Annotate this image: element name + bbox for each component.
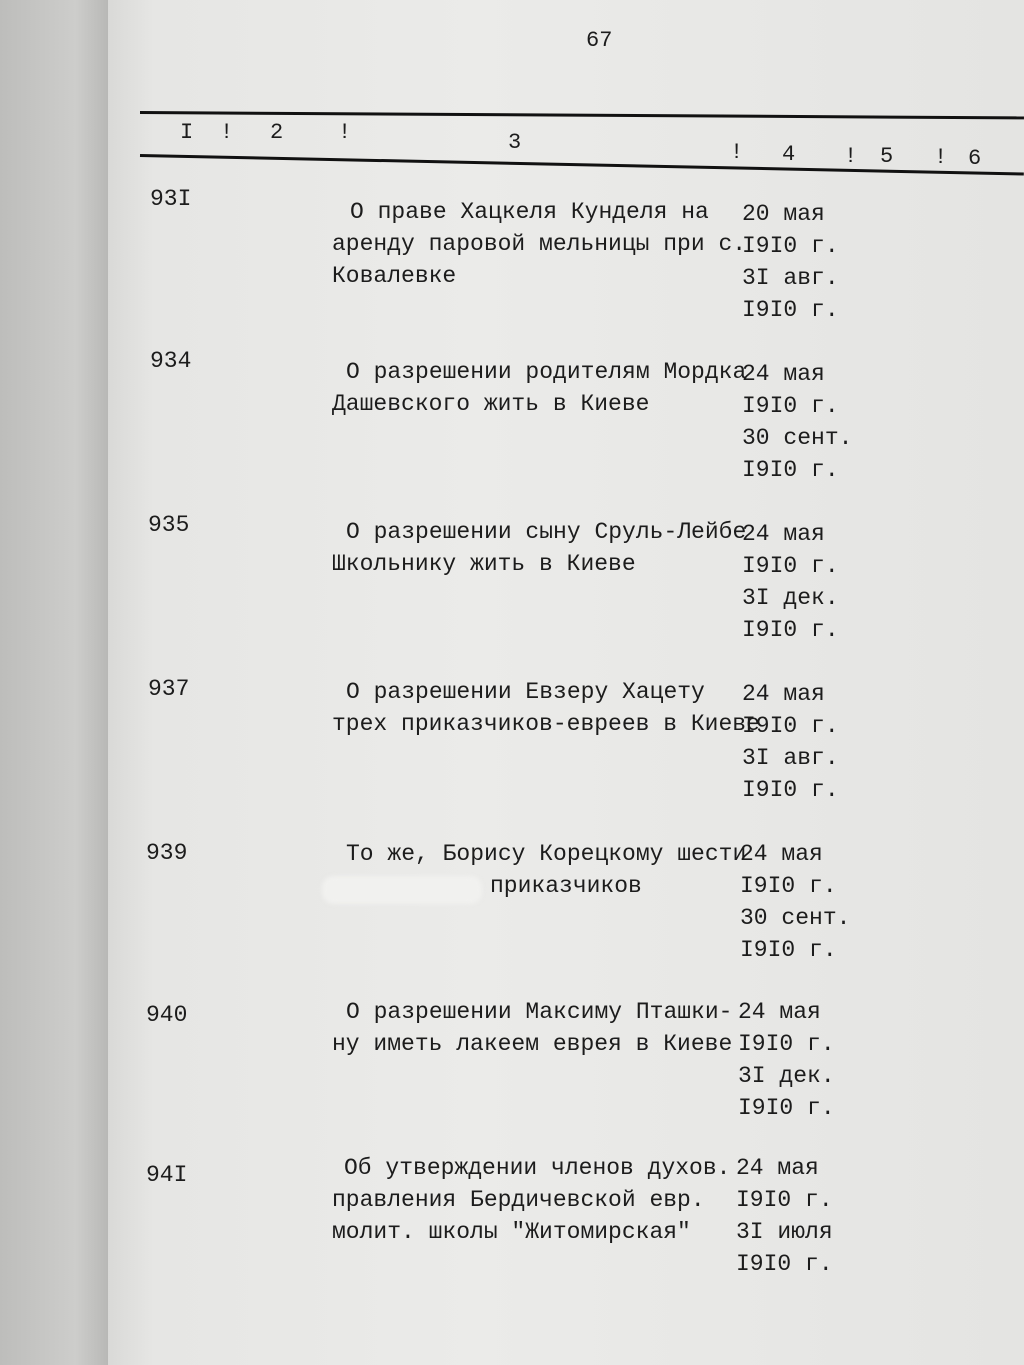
start-date: 24 мая [742,361,825,387]
end-year: I9I0 г. [740,937,837,963]
end-date: 3I июля [736,1219,833,1245]
description-line: То же, Борису Корецкому шести [346,841,747,867]
end-date: 3I дек. [738,1063,835,1089]
description-line: Дашевского жить в Киеве [332,391,650,417]
case-dates [742,198,862,326]
case-dates [742,678,862,806]
end-date: 30 сент. [742,425,853,451]
start-year: I9I0 г. [736,1187,833,1213]
description-line: трех приказчиков-евреев в Киеве [332,711,760,737]
case-number: 93I [150,186,192,212]
description-line: Школьнику жить в Киеве [332,551,636,577]
column-header-3: 3 [508,130,522,155]
end-year: I9I0 г. [736,1251,833,1277]
case-description [332,356,746,420]
description-line: О разрешении Максиму Пташки- [346,999,733,1025]
description-line: аренду паровой мельницы при с. [332,231,747,257]
start-date: 24 мая [738,999,821,1025]
column-header-6: 6 [968,146,982,171]
start-year: I9I0 г. [740,873,837,899]
start-date: 24 мая [742,681,825,707]
case-description [332,1152,730,1248]
case-dates [740,838,860,966]
start-year: I9I0 г. [742,393,839,419]
column-separator: ! [220,120,234,145]
start-year: I9I0 г. [742,553,839,579]
case-number: 939 [146,840,188,866]
start-year: I9I0 г. [738,1031,835,1057]
description-line: молит. школы "Житомирская" [332,1219,691,1245]
end-date: 3I авг. [742,745,839,771]
description-line: правления Бердичевской евр. [332,1187,705,1213]
case-number: 934 [150,348,192,374]
description-line: приказчиков [490,873,642,899]
case-dates [736,1152,856,1280]
description-line: Об утверждении членов духов. [344,1155,731,1181]
case-description [332,196,746,292]
description-line: О разрешении Евзеру Хацету [346,679,705,705]
start-year: I9I0 г. [742,233,839,259]
case-number: 940 [146,1002,188,1028]
start-date: 24 мая [736,1155,819,1181]
previous-page-edge [0,0,108,1365]
start-date: 24 мая [742,521,825,547]
column-separator: ! [934,145,948,170]
case-number: 94I [146,1162,188,1188]
description-line: ну иметь лакеем еврея в Киеве [332,1031,733,1057]
end-year: I9I0 г. [742,777,839,803]
case-description [332,838,746,902]
column-separator: ! [338,120,352,145]
column-header-5: 5 [880,144,894,169]
case-dates [742,358,862,486]
end-date: 3I авг. [742,265,839,291]
start-year: I9I0 г. [742,713,839,739]
case-number: 935 [148,512,190,538]
description-line: Ковалевке [332,263,457,289]
start-date: 20 мая [742,201,825,227]
end-year: I9I0 г. [742,457,839,483]
end-year: I9I0 г. [738,1095,835,1121]
end-date: 30 сент. [740,905,851,931]
description-line: О разрешении сыну Сруль-Лейбе [346,519,747,545]
end-year: I9I0 г. [742,297,839,323]
case-description [332,996,732,1060]
description-line: О разрешении родителям Мордка [346,359,747,385]
case-number: 937 [148,676,190,702]
end-year: I9I0 г. [742,617,839,643]
start-date: 24 мая [740,841,823,867]
column-separator: ! [844,144,858,169]
column-separator: ! [730,140,744,165]
case-dates [742,518,862,646]
column-header-4: 4 [782,142,796,167]
case-description [332,516,746,580]
case-dates [738,996,858,1124]
description-line: О праве Хацкеля Кунделя на [350,199,709,225]
page-number: 67 [586,28,613,53]
column-header-2: 2 [270,120,284,145]
case-description [332,676,760,740]
end-date: 3I дек. [742,585,839,611]
column-header-1: I [180,120,194,145]
